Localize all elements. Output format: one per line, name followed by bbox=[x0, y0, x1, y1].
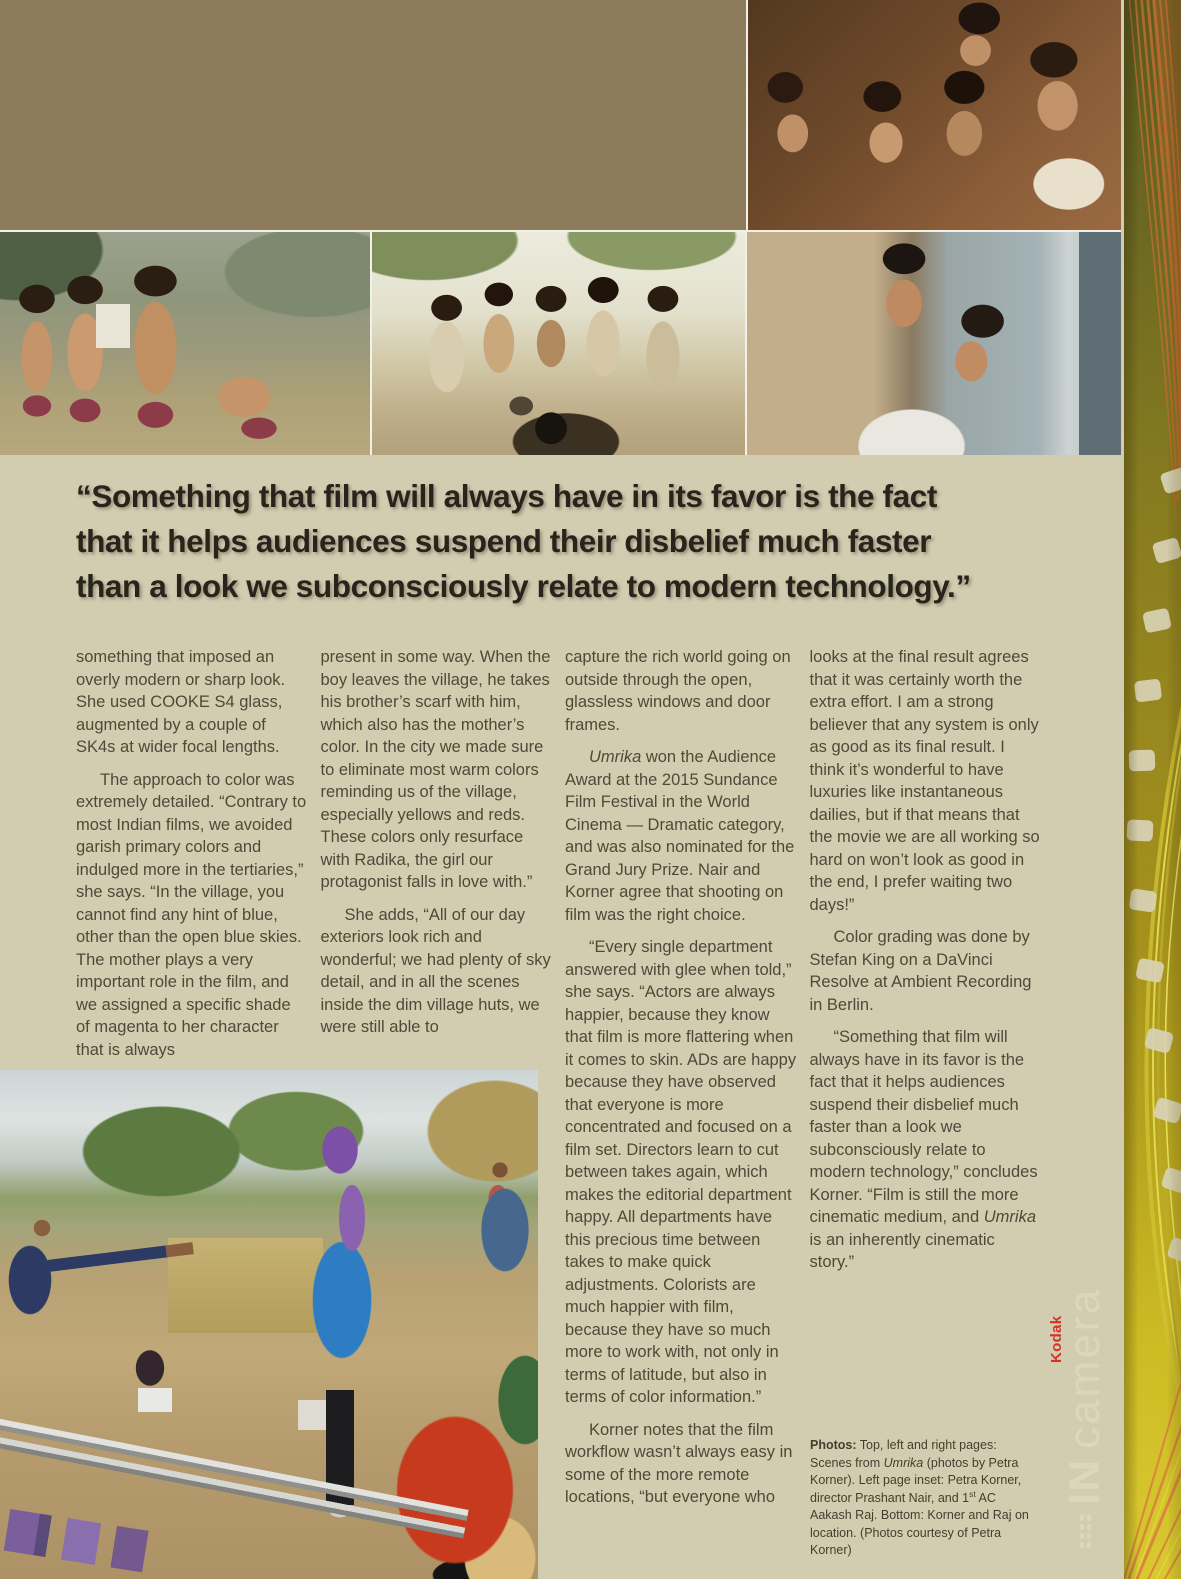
pointing-arm bbox=[44, 1240, 214, 1273]
body-paragraph: looks at the final result agrees that it was certainly worth the extra effort. I am a strong believer that any system is only as good as its final result. I think it’s wonderful to have luxuries like instantaneous dailies, but if that means that the movie we are all working so hard on won’t look as good in the end, I prefer waiting two days!” bbox=[809, 648, 1040, 914]
pull-quote bbox=[76, 474, 1056, 609]
body-paragraph: Umrika won the Audience Award at the 2015 Sundance Film Festival in the World Cinema — Dramatic category, and was also nominated for the Grand Jury Prize. Nair and Korner agree that shooting on film was the right choice. bbox=[565, 748, 795, 924]
body-paragraph: She adds, “All of our day exteriors look rich and wonderful; we had plenty of sky detail, and in all the scenes inside the dim village huts, we were still able to bbox=[320, 905, 551, 1036]
body-paragraph: capture the rich world going on outside through the open, glassless windows and door frames. bbox=[565, 648, 791, 734]
body-paragraph: “Something that film will always have in its favor is the fact that it helps audiences suspend their disbelief much faster than a look we subconsciously relate to modern technology,” concludes Korner. “Film is still the more cinematic medium, and Umrika is an inherently cinematic story.” bbox=[809, 1028, 1038, 1271]
photo-family-letter-still bbox=[748, 0, 1121, 230]
film-perforation-dots bbox=[1080, 1515, 1091, 1548]
pull-quote-line: than a look we subconsciously relate to modern technology.” bbox=[76, 568, 971, 604]
body-paragraph: The approach to color was extremely detailed. “Contrary to most Indian films, we avoided garish primary colors and indulged more in the tertiaries,” she says. “In the village, you cannot find any hint of blue, other than the open blue skies. The mother plays a very important role in the film, and we assigned a specific shade of magenta to her character that is always bbox=[76, 770, 307, 1059]
photo-two-boys-city-still bbox=[747, 232, 1121, 455]
body-paragraph: “Every single department answered with glee when told,” she says. “Actors are always happier, because they know that film is more flattering when it comes to skin. ADs are happy because they have observed that everyone is more concentrated and focused on a film set. Directors learn to cut between takes again, which makes the editorial department happy. All departments have this precious time between takes to make quick adjustments. Colorists are much happier with film, because they have so much more to work with, not only in terms of latitude, but also in terms of color information.” bbox=[565, 938, 797, 1406]
body-paragraph: something that imposed an overly modern or sharp look. She used COOKE S4 glass, augmented by a couple of SK4s at wider focal lengths. bbox=[76, 648, 286, 756]
pull-quote-line: that it helps audiences suspend their disbelief much faster bbox=[76, 523, 932, 559]
photo-village-street-still bbox=[0, 0, 746, 230]
incamera-masthead bbox=[1060, 1287, 1110, 1548]
body-paragraph: present in some way. When the boy leaves the village, he takes his brother’s scarf with him, which also has the mother’s color. In the city we made sure to eliminate most warm colors reminding us of the village, especially yellows and reds. These colors only resurface with Radika, the girl our protagonist falls in love with.” bbox=[320, 648, 551, 891]
photo-tractor-group-still bbox=[372, 232, 745, 455]
film-stills-grid bbox=[0, 0, 1121, 455]
photo-credits-caption: Photos: Top, left and right pages: Scenes from Umrika (photos by Petra Korner). Left page inset: Petra Korner, director Prashant Nair, and 1st AC Aakash Raj. Bottom: Korner and Raj on location. (Photos courtesy of Petra Korner) bbox=[810, 1438, 1029, 1557]
pull-quote-line: “Something that film will always have in its favor is the fact bbox=[76, 478, 937, 514]
kodak-logo: Kodak bbox=[1048, 1315, 1065, 1363]
masthead-camera: camera bbox=[1060, 1287, 1109, 1449]
article-column-3 bbox=[565, 646, 798, 1519]
article-column-4 bbox=[810, 646, 1043, 1519]
photo-wrestlers-still bbox=[0, 232, 370, 455]
photo-behind-the-scenes bbox=[0, 1070, 538, 1579]
film-strip-graphic bbox=[1124, 0, 1181, 1579]
body-paragraph: Color grading was done by Stefan King on a DaVinci Resolve at Ambient Recording in Berlin. bbox=[809, 928, 1032, 1014]
body-paragraph: Korner notes that the film workflow wasn’t always easy in some of the more remote locations, “but everyone who bbox=[565, 1420, 793, 1506]
dolly-blocks bbox=[4, 1509, 178, 1577]
masthead-in: IN bbox=[1060, 1459, 1109, 1505]
